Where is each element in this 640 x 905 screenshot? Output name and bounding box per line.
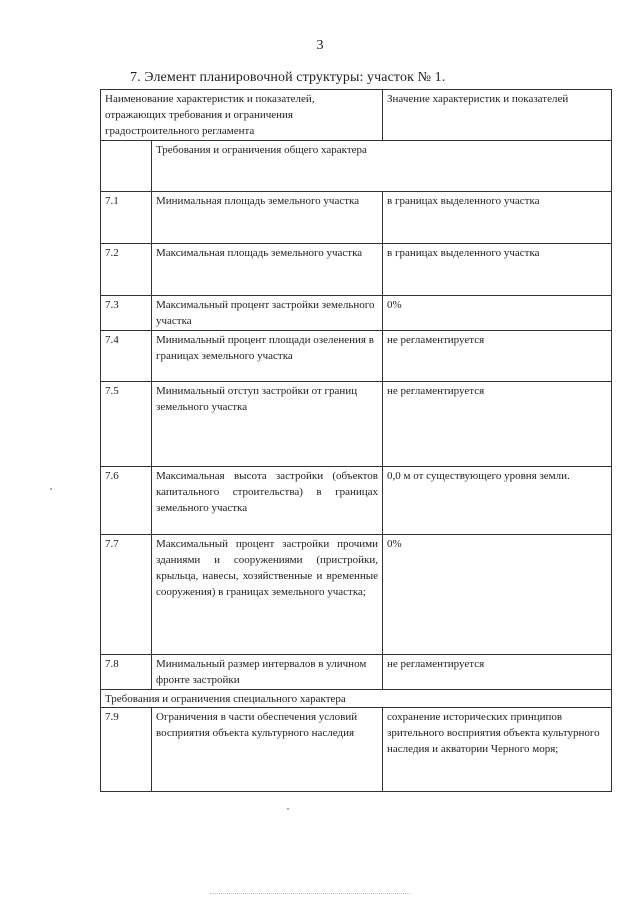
row-characteristic: Минимальный размер интервалов в уличном фронте застройки	[152, 655, 383, 690]
row-characteristic: Максимальный процент застройки прочими зданиями и сооружениями (пристройки, крыльца, навесы, хозяйственные и временные сооружения) в границах земельного участка;	[152, 535, 383, 655]
row-value: не регламентируется	[383, 331, 612, 382]
row-characteristic: Максимальный процент застройки земельного участка	[152, 296, 383, 331]
section-general-cell	[152, 141, 612, 192]
table-row	[101, 382, 612, 467]
row-value: 0,0 м от существующего уровня земли.	[383, 467, 612, 535]
row-value: в границах выделенного участка	[383, 192, 612, 244]
row-characteristic: Минимальный процент площади озеленения в границах земельного участка	[152, 331, 383, 382]
table-header-row	[101, 90, 612, 141]
scan-speck	[50, 488, 52, 490]
section-special-row	[101, 690, 612, 708]
table-row	[101, 467, 612, 535]
row-value: 0%	[383, 296, 612, 331]
header-values-cell	[383, 90, 612, 141]
section-title: 7. Элемент планировочной структуры: участок № 1.	[130, 70, 446, 85]
header-characteristics-label: Наименование характеристик и показателей, отражающих требования и ограничения градостроительного регламента	[105, 93, 315, 137]
table-cell	[101, 141, 152, 192]
scan-speck	[287, 808, 289, 810]
section-general-label: Требования и ограничения общего характера	[156, 144, 367, 156]
row-characteristic: Ограничения в части обеспечения условий восприятия объекта культурного наследия	[152, 708, 383, 792]
table-row	[101, 535, 612, 655]
table-row	[101, 192, 612, 244]
regulation-table	[100, 89, 612, 792]
header-characteristics-cell	[101, 90, 383, 141]
table-row	[101, 655, 612, 690]
row-number: 7.4	[101, 331, 152, 382]
row-characteristic: Минимальная площадь земельного участка	[152, 192, 383, 244]
section-special-label: Требования и ограничения специального характера	[105, 693, 346, 705]
row-characteristic: Минимальный отступ застройки от границ земельного участка	[152, 382, 383, 467]
row-value: 0%	[383, 535, 612, 655]
table-row	[101, 331, 612, 382]
row-number: 7.9	[101, 708, 152, 792]
section-general-row	[101, 141, 612, 192]
row-number: 7.6	[101, 467, 152, 535]
page-number: 3	[316, 38, 324, 53]
row-number: 7.5	[101, 382, 152, 467]
row-number: 7.7	[101, 535, 152, 655]
row-characteristic: Максимальная высота застройки (объектов капитального строительства) в границах земельного участка	[152, 467, 383, 535]
table-row	[101, 708, 612, 792]
row-characteristic: Максимальная площадь земельного участка	[152, 244, 383, 296]
row-number: 7.1	[101, 192, 152, 244]
row-value: в границах выделенного участка	[383, 244, 612, 296]
row-number: 7.8	[101, 655, 152, 690]
table-row	[101, 296, 612, 331]
section-special-cell	[101, 690, 612, 708]
row-value: не регламентируется	[383, 655, 612, 690]
row-value: сохранение исторических принципов зрительного восприятия объекта культурного наследия и акватории Черного моря;	[383, 708, 612, 792]
header-values-label: Значение характеристик и показателей	[387, 93, 569, 105]
row-number: 7.2	[101, 244, 152, 296]
row-number: 7.3	[101, 296, 152, 331]
scan-footer-artifact	[210, 893, 410, 894]
row-value: не регламентируется	[383, 382, 612, 467]
table-row	[101, 244, 612, 296]
